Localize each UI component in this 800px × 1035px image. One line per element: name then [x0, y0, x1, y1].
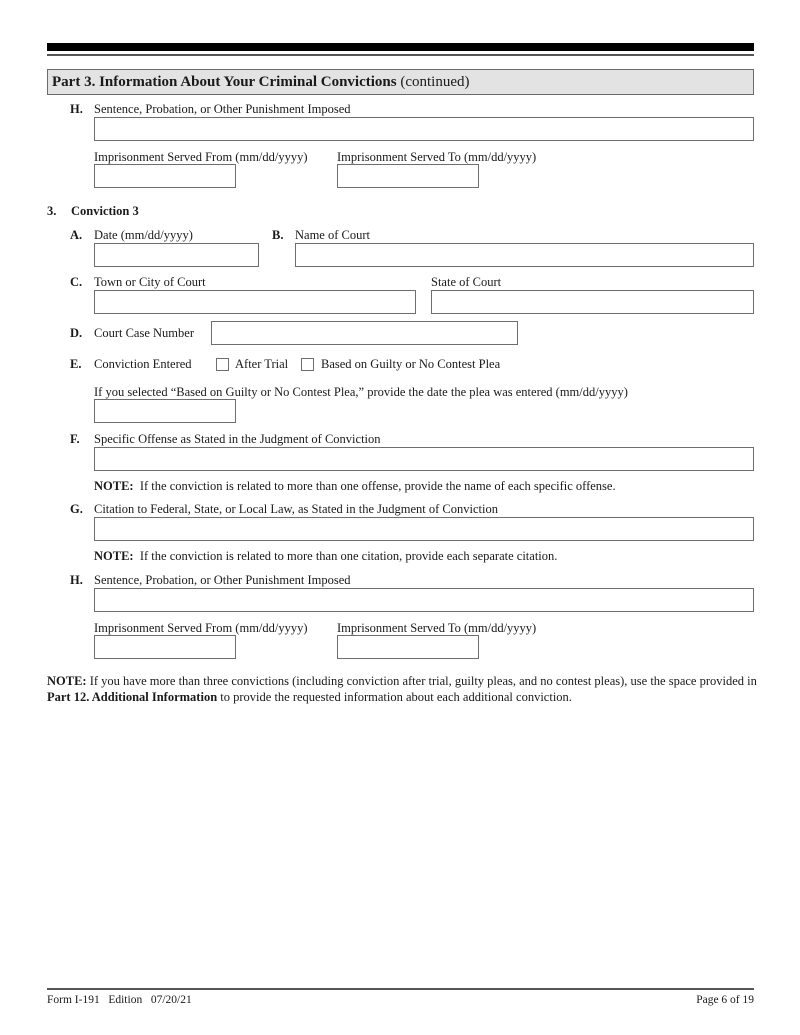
court-state-input[interactable]: [431, 290, 754, 314]
imprisonment-to-input[interactable]: [337, 164, 479, 188]
item-letter-d: D.: [70, 326, 83, 340]
sentence-input[interactable]: [94, 117, 754, 141]
item-letter-g: G.: [70, 502, 83, 516]
plea-date-input[interactable]: [94, 399, 236, 423]
court-state-label: State of Court: [431, 275, 502, 289]
imprisonment-from-label: Imprisonment Served From (mm/dd/yyyy): [94, 150, 308, 164]
item-letter-h: H.: [70, 102, 83, 116]
top-rule-thin: [47, 54, 754, 56]
part-header: [47, 69, 754, 95]
item-letter-f: F.: [70, 432, 80, 446]
conviction-title: Conviction 3: [71, 204, 139, 218]
offense-note: [94, 479, 616, 494]
imprisonment-to-input-3[interactable]: [337, 635, 479, 659]
court-name-label: Name of Court: [295, 228, 370, 242]
part-header-continued: (continued): [396, 74, 470, 90]
imprisonment-from-label-3: Imprisonment Served From (mm/dd/yyyy): [94, 621, 308, 635]
final-note-text-2: to provide the requested information about each additional conviction.: [217, 690, 572, 704]
imprisonment-from-input-3[interactable]: [94, 635, 236, 659]
imprisonment-to-label-3: Imprisonment Served To (mm/dd/yyyy): [337, 621, 537, 635]
case-number-label: Court Case Number: [94, 326, 194, 340]
offense-label: Specific Offense as Stated in the Judgment of Conviction: [94, 432, 381, 446]
after-trial-label: After Trial: [235, 357, 289, 371]
final-note-part12-link: Part 12. Additional Information: [47, 690, 218, 704]
top-rule-thick: [47, 43, 754, 51]
item-letter-c: C.: [70, 275, 83, 289]
court-name-input[interactable]: [295, 243, 754, 267]
citation-note-bold: NOTE:: [94, 549, 134, 563]
offense-input[interactable]: [94, 447, 754, 471]
conviction-number: 3.: [47, 204, 57, 218]
court-city-input[interactable]: [94, 290, 416, 314]
item-letter-e: E.: [70, 357, 82, 371]
after-trial-checkbox[interactable]: [216, 358, 229, 371]
imprisonment-from-input[interactable]: [94, 164, 236, 188]
item-letter-a: A.: [70, 228, 83, 242]
plea-date-label: If you selected “Based on Guilty or No Contest Plea,” provide the date the plea was entered (mm/dd/yyyy): [94, 385, 628, 399]
part-header-title: Part 3. Information About Your Criminal Convictions: [52, 74, 397, 90]
sentence-label-3: Sentence, Probation, or Other Punishment Imposed: [94, 573, 351, 587]
citation-note-text: If the conviction is related to more than one citation, provide each separate citation.: [133, 549, 558, 563]
additional-convictions-note: [47, 673, 757, 705]
sentence-label: Sentence, Probation, or Other Punishment Imposed: [94, 102, 351, 116]
case-number-input[interactable]: [211, 321, 518, 345]
date-input[interactable]: [94, 243, 259, 267]
offense-note-text: If the conviction is related to more than one offense, provide the name of each specific offense.: [133, 479, 616, 493]
final-note-bold: NOTE:: [47, 674, 87, 688]
item-letter-h-3: H.: [70, 573, 83, 587]
citation-note: [94, 549, 557, 564]
offense-note-bold: NOTE:: [94, 479, 134, 493]
form-edition: Form I-191 Edition 07/20/21: [47, 994, 192, 1006]
conviction-entered-label: Conviction Entered: [94, 357, 192, 371]
date-label: Date (mm/dd/yyyy): [94, 228, 193, 242]
item-letter-b: B.: [272, 228, 284, 242]
page-number: Page 6 of 19: [696, 994, 754, 1006]
citation-label: Citation to Federal, State, or Local Law, as Stated in the Judgment of Conviction: [94, 502, 498, 516]
final-note-text-1: If you have more than three convictions (including conviction after trial, guilty pleas, and no contest pleas), use the space provided in: [86, 674, 757, 688]
court-city-label: Town or City of Court: [94, 275, 206, 289]
guilty-plea-checkbox[interactable]: [301, 358, 314, 371]
citation-input[interactable]: [94, 517, 754, 541]
footer-rule: [47, 988, 754, 990]
sentence-input-3[interactable]: [94, 588, 754, 612]
imprisonment-to-label: Imprisonment Served To (mm/dd/yyyy): [337, 150, 537, 164]
guilty-plea-label: Based on Guilty or No Contest Plea: [321, 357, 501, 371]
